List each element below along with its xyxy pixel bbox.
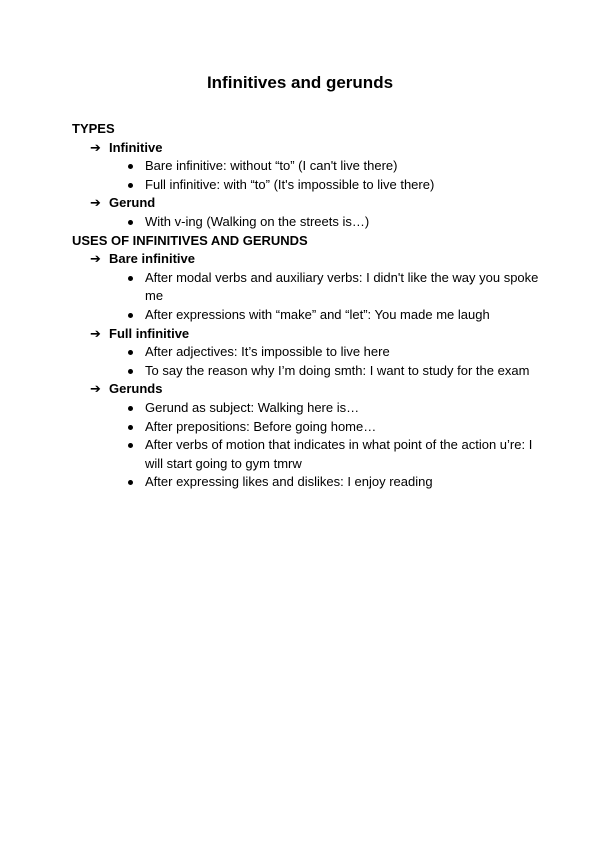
arrow-icon: ➔ xyxy=(90,381,101,397)
list-item: After expressions with “make” and “let”: You made me laugh xyxy=(72,306,542,325)
bullet-list xyxy=(72,399,542,492)
subheading-label: Bare infinitive xyxy=(109,251,195,267)
bullet-icon xyxy=(128,164,133,169)
section-heading-uses: USES OF INFINITIVES AND GERUNDS xyxy=(72,232,308,248)
list-item: Gerund as subject: Walking here is… xyxy=(72,399,542,418)
subheading-gerunds xyxy=(72,380,542,399)
bullet-icon xyxy=(128,406,133,411)
bullet-icon xyxy=(128,425,133,430)
bullet-icon xyxy=(128,313,133,318)
arrow-icon: ➔ xyxy=(90,325,101,341)
list-item: After prepositions: Before going home… xyxy=(72,418,542,437)
bullet-icon xyxy=(128,480,133,485)
bullet-icon xyxy=(128,443,133,448)
page-title: Infinitives and gerunds xyxy=(206,73,394,92)
arrow-icon: ➔ xyxy=(90,195,101,211)
arrow-icon: ➔ xyxy=(90,139,101,155)
subheading-label: Full infinitive xyxy=(109,325,190,341)
bullet-list xyxy=(72,269,542,325)
subheading-full-infinitive xyxy=(72,325,542,344)
bullet-icon xyxy=(128,183,133,188)
bullet-list xyxy=(72,157,542,194)
list-item: After modal verbs and auxiliary verbs: I didn't like the way you spoke me xyxy=(72,269,542,306)
bullet-icon xyxy=(128,276,133,281)
list-item: After expressing likes and dislikes: I enjoy reading xyxy=(72,473,542,492)
arrow-icon: ➔ xyxy=(90,251,101,267)
subheading-label: Infinitive xyxy=(109,139,163,155)
bullet-list xyxy=(72,343,542,380)
bullet-icon xyxy=(128,220,133,225)
bullet-icon xyxy=(128,350,133,355)
subheading-gerund xyxy=(72,194,542,213)
section-heading-types: TYPES xyxy=(72,121,115,136)
subheading-infinitive xyxy=(72,139,542,158)
list-item: Bare infinitive: without “to” (I can't live there) xyxy=(72,157,542,176)
list-item: After adjectives: It’s impossible to live here xyxy=(72,343,542,362)
subheading-bare-infinitive xyxy=(72,250,542,269)
subheading-label: Gerund xyxy=(109,195,156,211)
list-item: Full infinitive: with “to” (It's impossible to live there) xyxy=(72,176,542,195)
bullet-list xyxy=(72,213,542,232)
list-item: After verbs of motion that indicates in what point of the action u’re: I will start going to gym tmrw xyxy=(72,436,542,473)
list-item: With v-ing (Walking on the streets is…) xyxy=(72,213,542,232)
subheading-label: Gerunds xyxy=(109,381,163,397)
list-item: To say the reason why I’m doing smth: I want to study for the exam xyxy=(72,362,542,381)
bullet-icon xyxy=(128,369,133,374)
document-body xyxy=(72,120,542,492)
